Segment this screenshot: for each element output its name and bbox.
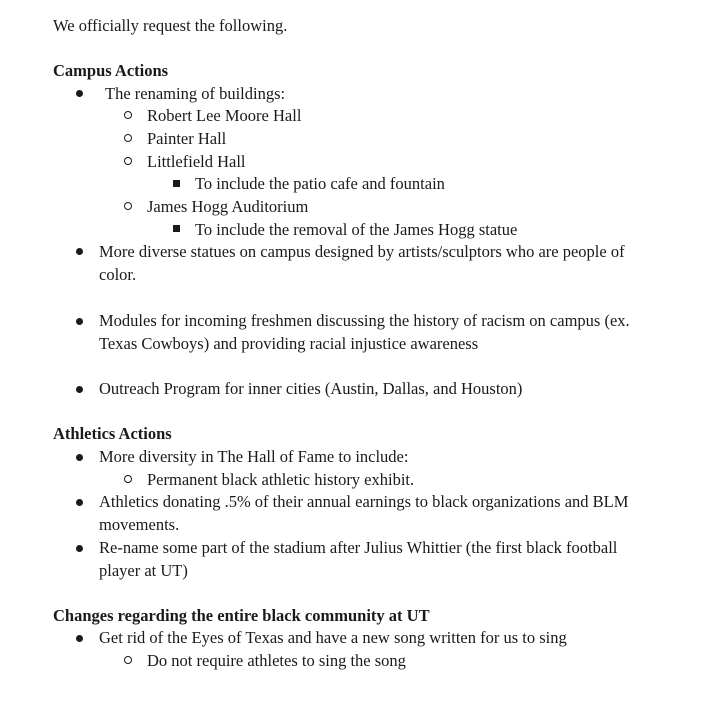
disc-bullet-icon bbox=[76, 635, 83, 642]
disc-bullet-icon bbox=[76, 318, 83, 325]
disc-bullet-icon bbox=[76, 386, 83, 393]
disc-bullet-icon bbox=[76, 499, 83, 506]
building-item: James Hogg Auditorium bbox=[147, 197, 309, 216]
statues-item-cont: color. bbox=[99, 265, 137, 284]
building-item: Painter Hall bbox=[147, 129, 227, 148]
circle-bullet-icon bbox=[124, 111, 132, 119]
building-subitem: To include the removal of the James Hogg statue bbox=[195, 220, 518, 239]
community-heading: Changes regarding the entire black community at UT bbox=[53, 606, 430, 625]
building-item: Robert Lee Moore Hall bbox=[147, 106, 302, 125]
intro-text: We officially request the following. bbox=[53, 16, 288, 35]
rename-item: Re-name some part of the stadium after Julius Whittier (the first black football bbox=[99, 538, 618, 557]
circle-bullet-icon bbox=[124, 475, 132, 483]
circle-bullet-icon bbox=[124, 157, 132, 165]
donating-item: Athletics donating .5% of their annual earnings to black organizations and BLM bbox=[99, 492, 629, 511]
disc-bullet-icon bbox=[76, 90, 83, 97]
building-item: Littlefield Hall bbox=[147, 152, 246, 171]
disc-bullet-icon bbox=[76, 454, 83, 461]
square-bullet-icon bbox=[173, 225, 180, 232]
donating-item-cont: movements. bbox=[99, 515, 180, 534]
athletics-actions-heading: Athletics Actions bbox=[53, 424, 172, 443]
modules-item-cont: Texas Cowboys) and providing racial injustice awareness bbox=[99, 334, 479, 353]
disc-bullet-icon bbox=[76, 545, 83, 552]
circle-bullet-icon bbox=[124, 134, 132, 142]
rename-item-cont: player at UT) bbox=[99, 561, 188, 580]
statues-item: More diverse statues on campus designed by artists/sculptors who are people of bbox=[99, 242, 625, 261]
song-subitem: Do not require athletes to sing the song bbox=[147, 651, 406, 670]
diversity-item: More diversity in The Hall of Fame to include: bbox=[99, 447, 409, 466]
campus-actions-heading: Campus Actions bbox=[53, 61, 169, 80]
disc-bullet-icon bbox=[76, 248, 83, 255]
outreach-item: Outreach Program for inner cities (Austin, Dallas, and Houston) bbox=[99, 379, 523, 398]
square-bullet-icon bbox=[173, 180, 180, 187]
circle-bullet-icon bbox=[124, 202, 132, 210]
circle-bullet-icon bbox=[124, 656, 132, 664]
modules-item: Modules for incoming freshmen discussing the history of racism on campus (ex. bbox=[99, 311, 630, 330]
renaming-item: The renaming of buildings: bbox=[105, 84, 286, 103]
building-subitem: To include the patio cafe and fountain bbox=[195, 174, 445, 193]
exhibit-item: Permanent black athletic history exhibit. bbox=[147, 470, 415, 489]
song-item: Get rid of the Eyes of Texas and have a new song written for us to sing bbox=[99, 628, 567, 647]
